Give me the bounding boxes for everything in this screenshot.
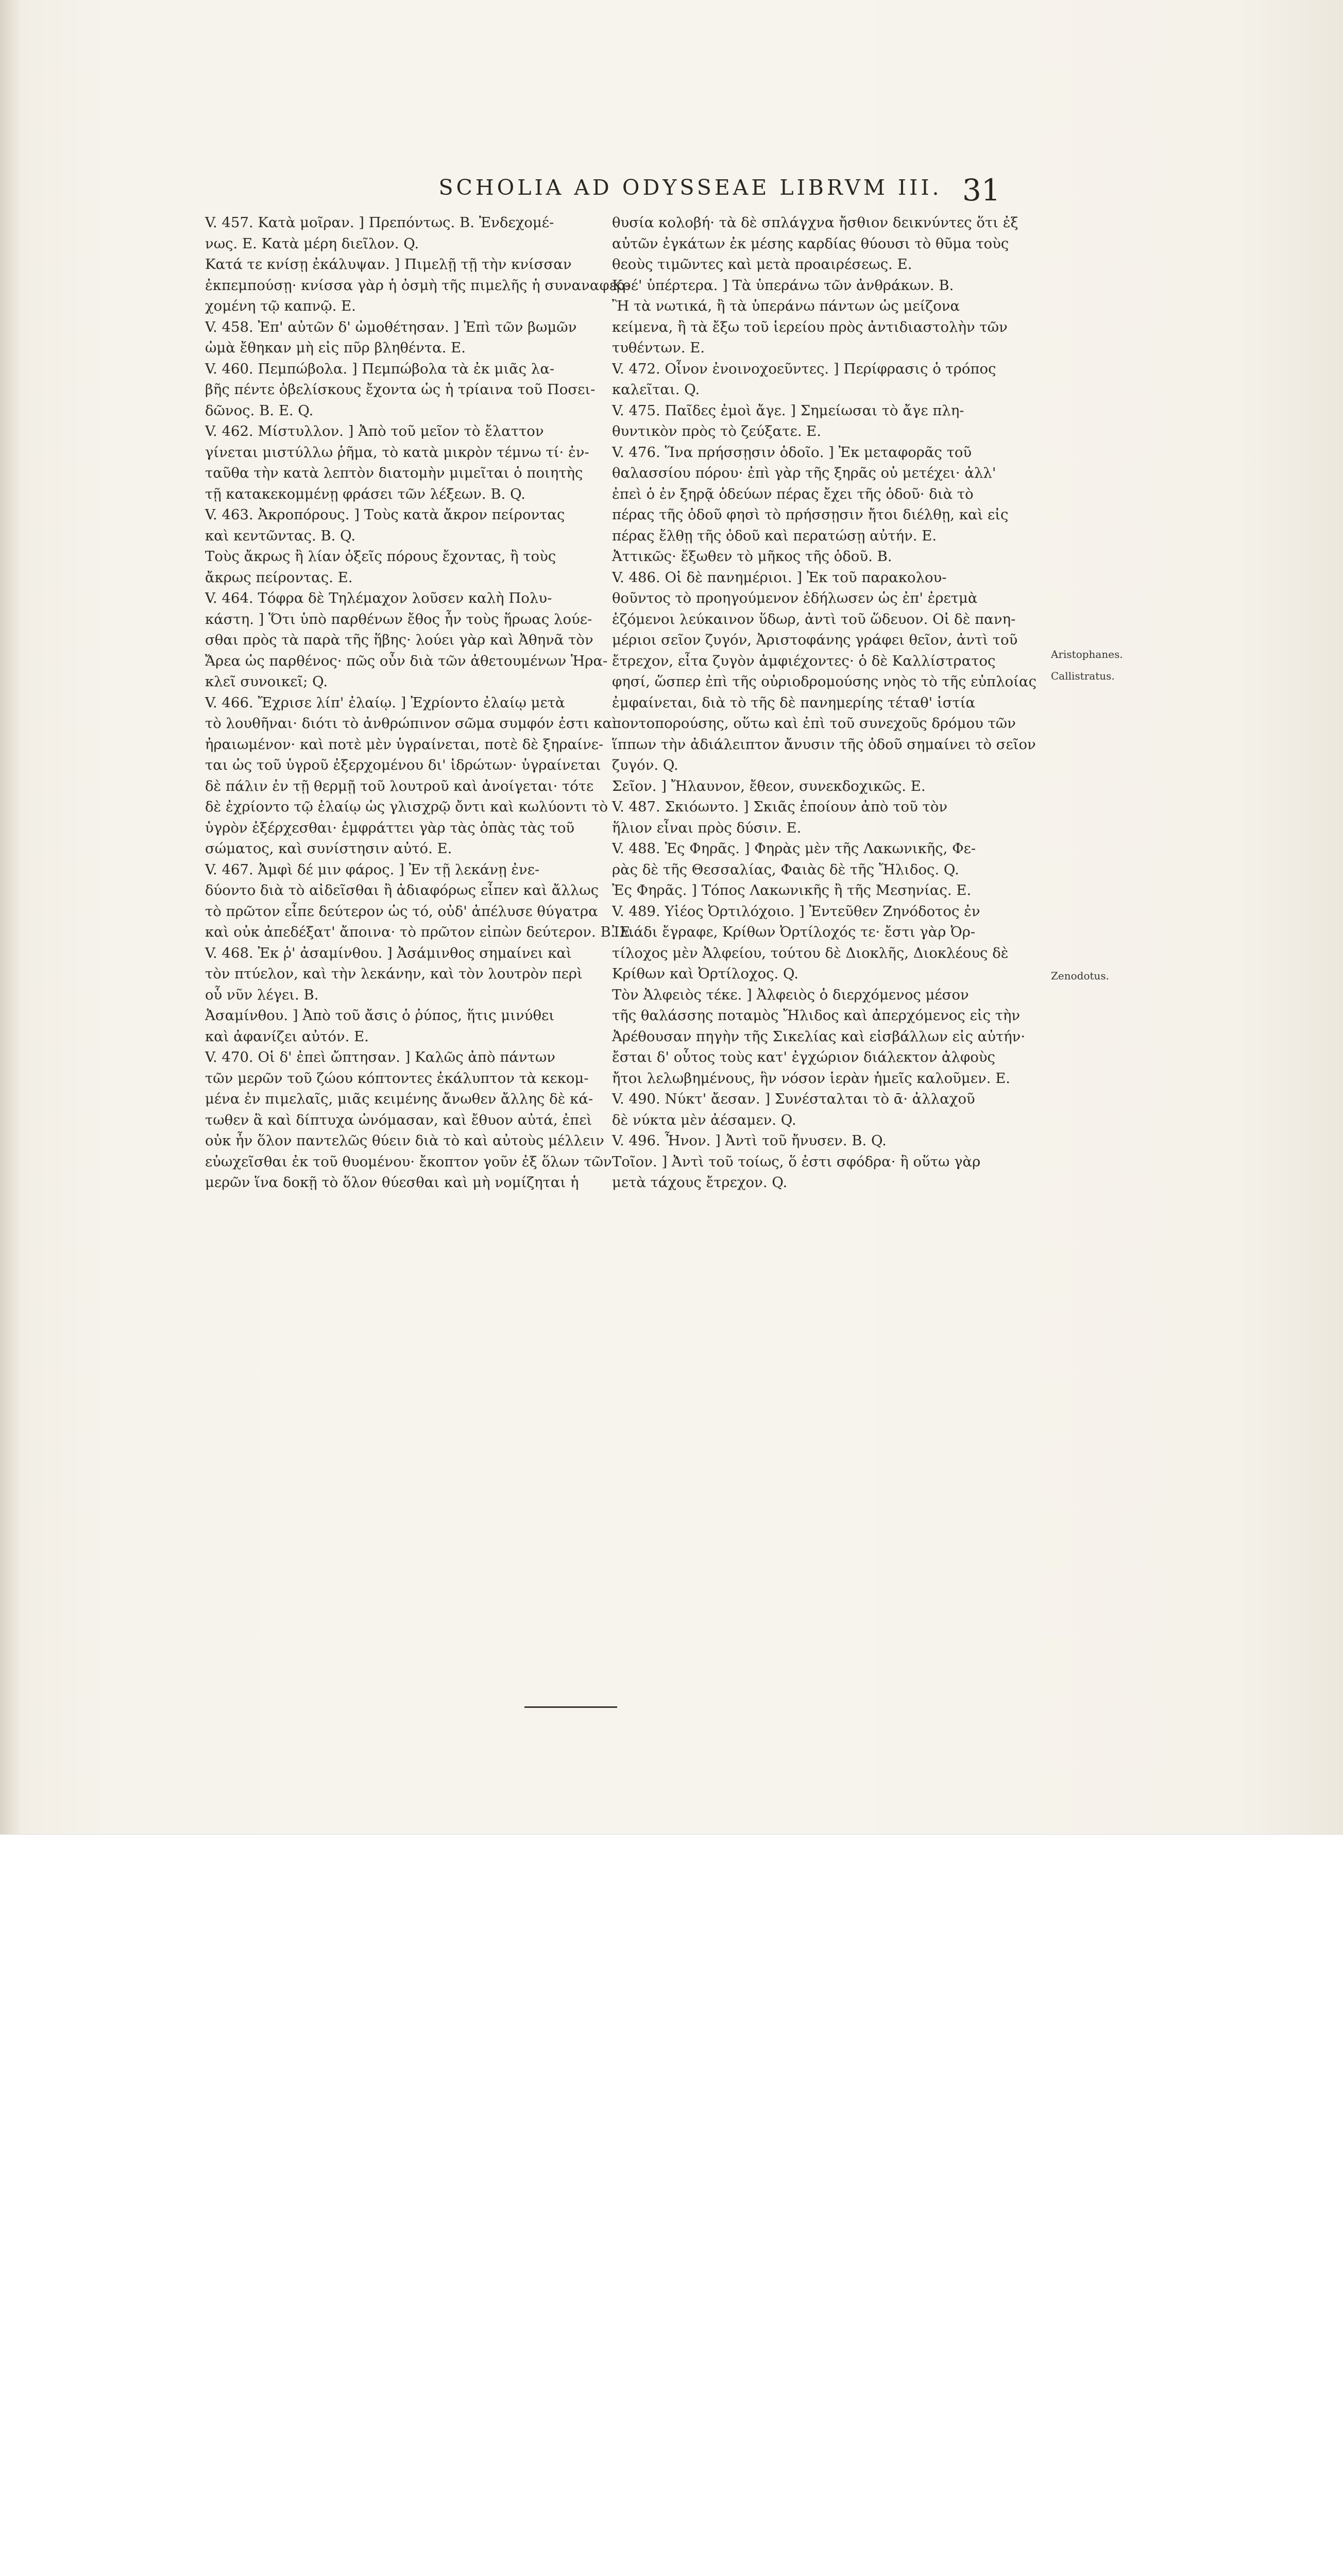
text-line: V. 458. Ἐπ' αὐτῶν δ' ὠμοθέτησαν. ] Ἐπὶ τῶν βωμῶν: [205, 318, 577, 335]
text-line: δὲ πάλιν ἐν τῇ θερμῇ τοῦ λουτροῦ καὶ ἀνοίγεται· τότε: [205, 777, 594, 794]
text-line: ἐπεὶ ὁ ἐν ξηρᾷ ὁδεύων πέρας ἔχει τῆς ὁδοῦ· διὰ τὸ: [612, 485, 974, 502]
text-line: θυντικὸν πρὸς τὸ ζεύξατε. E.: [612, 423, 821, 439]
text-line: V. 460. Πεμπώβολα. ] Πεμπώβολα τὰ ἐκ μιᾶς λα-: [205, 360, 555, 377]
text-line: V. 487. Σκιόωντο. ] Σκιᾶς ἐποίουν ἀπὸ τοῦ τὸν: [612, 799, 948, 815]
text-line: ταῦθα τὴν κατὰ λεπτὸν διατομὴν μιμεῖται ὁ ποιητὴς: [205, 465, 583, 481]
text-line: Κρέ' ὑπέρτερα. ] Τὰ ὑπεράνω τῶν ἀνθράκων. B.: [612, 277, 954, 294]
margin-note-zenodotus: Zenodotus.: [1051, 970, 1110, 982]
text-line: ἔτρεχον, εἶτα ζυγὸν ἀμφιέχοντες· ὁ δὲ Καλλίστρατος: [612, 652, 996, 669]
text-line: ποντοπορούσης, οὕτω καὶ ἐπὶ τοῦ συνεχοῦς δρόμου τῶν: [612, 715, 1016, 732]
right-text-column: [612, 212, 1065, 1193]
text-line: Τοὺς ἄκρως ἢ λίαν ὀξεῖς πόρους ἔχοντας, ἢ τοὺς: [205, 548, 556, 565]
text-line: ἑζόμενοι λεύκαινον ὕδωρ, ἀντὶ τοῦ ὥδευον. Οἱ δὲ πανη-: [612, 611, 1016, 628]
text-line: V. 462. Μίστυλλον. ] Ἀπὸ τοῦ μεῖον τὸ ἔλαττον: [205, 423, 544, 439]
text-line: κάστη. ] Ὅτι ὑπὸ παρθένων ἔθος ἦν τοὺς ἥρωας λούε-: [205, 611, 592, 628]
text-line: τυθέντων. E.: [612, 340, 705, 356]
text-line: Ἀρέθουσαν πηγὴν τῆς Σικελίας καὶ εἰσβάλλων εἰς αὐτήν·: [612, 1028, 1026, 1045]
text-line: θαλασσίου πόρου· ἐπὶ γὰρ τῆς ξηρᾶς οὐ μετέχει· ἀλλ': [612, 465, 996, 481]
text-line: ἥλιον εἶναι πρὸς δύσιν. E.: [612, 819, 802, 836]
page-number: 31: [962, 173, 1000, 208]
text-line: V. 496. Ἦνον. ] Ἀντὶ τοῦ ἤνυσεν. B. Q.: [612, 1132, 887, 1149]
text-line: V. 488. Ἐς Φηρᾶς. ] Φηρὰς μὲν τῆς Λακωνικῆς, Φε-: [612, 840, 976, 857]
text-line: ρὰς δὲ τῆς Θεσσαλίας, Φαιὰς δὲ τῆς Ἤλιδος. Q.: [612, 861, 959, 878]
text-line: V. 476. Ἵνα πρήσσῃσιν ὁδοῖο. ] Ἐκ μεταφορᾶς τοῦ: [612, 444, 972, 461]
text-line: Ἐς Φηρᾶς. ] Τόπος Λακωνικῆς ἢ τῆς Μεσηνίας. E.: [612, 882, 972, 899]
text-line: θοῦντος τὸ προηγούμενον ἐδήλωσεν ὡς ἐπ' ἐρετμὰ: [612, 590, 978, 606]
text-line: τῶν μερῶν τοῦ ζώου κόπτοντες ἐκάλυπτον τὰ κεκομ-: [205, 1070, 589, 1087]
text-line: δὲ ἐχρίοντο τῷ ἐλαίῳ ὡς γλισχρῷ ὄντι καὶ κωλύοντι τὸ: [205, 799, 608, 815]
text-line: ἐμφαίνεται, διὰ τὸ τῆς δὲ πανημερίης τέταθ' ἱστία: [612, 694, 976, 711]
margin-note-callistratus: Callistratus.: [1051, 670, 1115, 682]
text-line: εὐωχεῖσθαι ἐκ τοῦ θυομένου· ἔκοπτον γοῦν ἐξ ὅλων τῶν: [205, 1153, 612, 1170]
text-line: V. 472. Οἶνον ἐνοινοχοεῦντες. ] Περίφρασις ὁ τρόπος: [612, 360, 996, 377]
text-line: τῆς θαλάσσης ποταμὸς Ἤλιδος καὶ ἀπερχόμενος εἰς τὴν: [612, 1007, 1021, 1024]
margin-note-aristophanes: Aristophanes.: [1051, 648, 1123, 660]
text-line: V. 470. Οἱ δ' ἐπεὶ ὤπτησαν. ] Καλῶς ἀπὸ πάντων: [205, 1049, 556, 1065]
text-line: V. 468. Ἐκ ῥ' ἀσαμίνθου. ] Ἀσάμινθος σημαίνει καὶ: [205, 944, 572, 961]
text-line: τὸ λουθῆναι· διότι τὸ ἀνθρώπινον σῶμα συμφόν ἐστι καὶ: [205, 715, 618, 732]
text-line: V. 490. Νύκτ' ἄεσαν. ] Συνέσταλται τὸ ᾱ· ἀλλαχοῦ: [612, 1091, 975, 1107]
text-line: Σεῖον. ] Ἤλαυνον, ἔθεον, συνεκδοχικῶς. E.: [612, 777, 926, 794]
text-line: ἔσται δ' οὗτος τοὺς κατ' ἐγχώριον διάλεκτον ἀλφοὺς: [612, 1049, 995, 1065]
running-header: SCHOLIA AD ODYSSEAE LIBRVM III.: [438, 175, 942, 200]
text-line: V. 457. Κατὰ μοῖραν. ] Πρεπόντως. B. Ἐνδεχομέ-: [205, 214, 554, 231]
text-line: Τὸν Ἀλφειὸς τέκε. ] Ἀλφειὸς ὁ διερχόμενος μέσον: [612, 986, 969, 1003]
text-line: δὲ νύκτα μὲν ἀέσαμεν. Q.: [612, 1111, 796, 1128]
text-line: σώματος, καὶ συνίστησιν αὐτό. E.: [205, 840, 452, 857]
viewer-footer: [0, 1834, 1343, 1940]
text-line: ἄκρως πείροντας. E.: [205, 569, 353, 586]
text-line: καὶ οὐκ ἀπεδέξατ' ἄποινα· τὸ πρῶτον εἰπὼν δεύτερον. B. E.: [205, 924, 635, 940]
text-line: Κατά τε κνίσῃ ἐκάλυψαν. ] Πιμελῇ τῇ τὴν κνίσσαν: [205, 256, 572, 273]
text-line: V. 475. Παῖδες ἐμοὶ ἄγε. ] Σημείωσαι τὸ ἄγε πλη-: [612, 402, 964, 419]
left-text-column: [205, 212, 658, 1193]
text-line: βῆς πέντε ὀβελίσκους ἔχοντα ὡς ἡ τρίαινα τοῦ Ποσει-: [205, 381, 596, 398]
text-line: τωθεν ἃ καὶ δίπτυχα ὠνόμασαν, καὶ ἔθυον αὐτά, ἐπεὶ: [205, 1111, 592, 1128]
text-line: ἤτοι λελωβημένους, ἣν νόσον ἱερὰν ἡμεῖς καλοῦμεν. E.: [612, 1070, 1011, 1087]
text-line: πέρας τῆς ὁδοῦ φησὶ τὸ πρήσσῃσιν ἤτοι διέλθῃ, καὶ εἰς: [612, 506, 1009, 523]
text-line: V. 489. Υἱέος Ὀρτιλόχοιο. ] Ἐντεῦθεν Ζηνόδοτος ἐν: [612, 903, 980, 920]
text-line: καὶ ἀφανίζει αὐτόν. E.: [205, 1028, 369, 1045]
text-line: οὗ νῦν λέγει. B.: [205, 986, 319, 1003]
text-line: δῶνος. B. E. Q.: [205, 402, 314, 419]
end-rule: [524, 1706, 617, 1708]
text-line: μέριοι σεῖον ζυγόν, Ἀριστοφάνης γράφει θεῖον, ἀντὶ τοῦ: [612, 632, 1018, 648]
text-line: V. 467. Ἀμφὶ δέ μιν φάρος. ] Ἐν τῇ λεκάνῃ ἐνε-: [205, 861, 540, 878]
text-line: μετὰ τάχους ἔτρεχον. Q.: [612, 1174, 788, 1191]
text-line: ὠμὰ ἔθηκαν μὴ εἰς πῦρ βληθέντα. E.: [205, 340, 466, 356]
text-line: τίλοχος μὲν Ἀλφείου, τούτου δὲ Διοκλῆς, Διοκλέους δὲ: [612, 944, 1009, 961]
text-line: ζυγόν. Q.: [612, 757, 678, 773]
text-line: μένα ἐν πιμελαῖς, μιᾶς κειμένης ἄνωθεν ἄλλης δὲ κά-: [205, 1091, 593, 1107]
text-line: γίνεται μιστύλλω ῥῆμα, τὸ κατὰ μικρὸν τέμνω τί· ἐν-: [205, 444, 589, 461]
text-line: δύοντο διὰ τὸ αἰδεῖσθαι ἢ ἀδιαφόρως εἶπεν καὶ ἄλλως: [205, 882, 599, 899]
text-line: πέρας ἔλθῃ τῆς ὁδοῦ καὶ περατώσῃ αὐτήν. E.: [612, 527, 937, 544]
page-spine-shadow: [0, 0, 21, 1834]
text-line: τὸ πρῶτον εἶπε δεύτερον ὡς τό, οὐδ' ἀπέλυσε θύγατρα: [205, 903, 598, 920]
text-line: νως. E. Κατὰ μέρη διεῖλον. Q.: [205, 235, 419, 252]
text-line: Κρίθων καὶ Ὀρτίλοχος. Q.: [612, 965, 798, 982]
text-line: V. 466. Ἔχρισε λίπ' ἐλαίῳ. ] Ἐχρίοντο ἐλαίῳ μετὰ: [205, 694, 565, 711]
text-line: αὐτῶν ἐγκάτων ἐκ μέσης καρδίας θύουσι τὸ θῦμα τοὺς: [612, 235, 1009, 252]
text-line: V. 463. Ἀκροπόρους. ] Τοὺς κατὰ ἄκρον πείροντας: [205, 506, 565, 523]
text-line: σθαι πρὸς τὰ παρὰ τῆς ἥβης· λούει γὰρ καὶ Ἀθηνᾶ τὸν: [205, 632, 593, 648]
text-line: V. 486. Οἱ δὲ πανημέριοι. ] Ἐκ τοῦ παρακολου-: [612, 569, 947, 586]
text-line: θεοὺς τιμῶντες καὶ μετὰ προαιρέσεως. E.: [612, 256, 912, 273]
text-line: τὸν πτύελον, καὶ τὴν λεκάνην, καὶ τὸν λουτρὸν περὶ: [205, 965, 583, 982]
text-line: ἵππων τὴν ἀδιάλειπτον ἄνυσιν τῆς ὁδοῦ σημαίνει τὸ σεῖον: [612, 736, 1036, 753]
text-line: Ἰλιάδι ἔγραφε, Κρίθων Ὀρτίλοχός τε· ἔστι γὰρ Ὀρ-: [612, 924, 976, 940]
text-line: ἐκπεμπούσῃ· κνίσσα γὰρ ἡ ὀσμὴ τῆς πιμελῆς ἡ συναναφερ-: [205, 277, 630, 294]
text-line: οὐκ ἦν ὅλον παντελῶς θύειν διὰ τὸ καὶ αὐτοὺς μέλλειν: [205, 1132, 604, 1149]
text-line: ὑγρὸν ἐξέρχεσθαι· ἐμφράττει γὰρ τὰς ὀπὰς τὰς τοῦ: [205, 819, 575, 836]
text-line: καὶ κεντῶντας. B. Q.: [205, 527, 356, 544]
text-line: Ἀσαμίνθου. ] Ἀπὸ τοῦ ἄσις ὁ ῥύπος, ἥτις μινύθει: [205, 1007, 555, 1024]
text-line: κλεῖ συνοικεῖ; Q.: [205, 673, 328, 690]
text-line: ἠραιωμένον· καὶ ποτὲ μὲν ὑγραίνεται, ποτὲ δὲ ξηραίνε-: [205, 736, 604, 753]
text-line: θυσία κολοβή· τὰ δὲ σπλάγχνα ἤσθιον δεικνύντες ὅτι ἐξ: [612, 214, 1018, 231]
text-line: Τοῖον. ] Ἀντὶ τοῦ τοίως, ὅ ἐστι σφόδρα· ἢ οὕτω γὰρ: [612, 1153, 981, 1170]
text-line: καλεῖται. Q.: [612, 381, 700, 398]
text-line: κείμενα, ἢ τὰ ἔξω τοῦ ἱερείου πρὸς ἀντιδιαστολὴν τῶν: [612, 318, 1008, 335]
text-line: Ἢ τὰ νωτικά, ἢ τὰ ὑπεράνω πάντων ὡς μείζονα: [612, 298, 960, 314]
text-line: Ἄρεα ὡς παρθένος· πῶς οὖν διὰ τῶν ἀθετουμένων Ἡρα-: [205, 652, 608, 669]
text-line: τῇ κατακεκομμένῃ φράσει τῶν λέξεων. B. Q.: [205, 485, 526, 502]
text-line: Ἀττικῶς· ἔξωθεν τὸ μῆκος τῆς ὁδοῦ. B.: [612, 548, 892, 565]
text-line: μερῶν ἵνα δοκῇ τὸ ὅλον θύεσθαι καὶ μὴ νομίζηται ἡ: [205, 1174, 579, 1191]
text-line: ται ὡς τοῦ ὑγροῦ ἐξερχομένου δι' ἱδρώτων· ὑγραίνεται: [205, 757, 601, 773]
text-line: V. 464. Τόφρα δὲ Τηλέμαχον λοῦσεν καλὴ Πολυ-: [205, 590, 552, 606]
text-line: χομένη τῷ καπνῷ. E.: [205, 298, 356, 314]
text-line: φησί, ὥσπερ ἐπὶ τῆς οὐριοδρομούσης νηὸς τὸ τῆς εὐπλοίας: [612, 673, 1036, 690]
